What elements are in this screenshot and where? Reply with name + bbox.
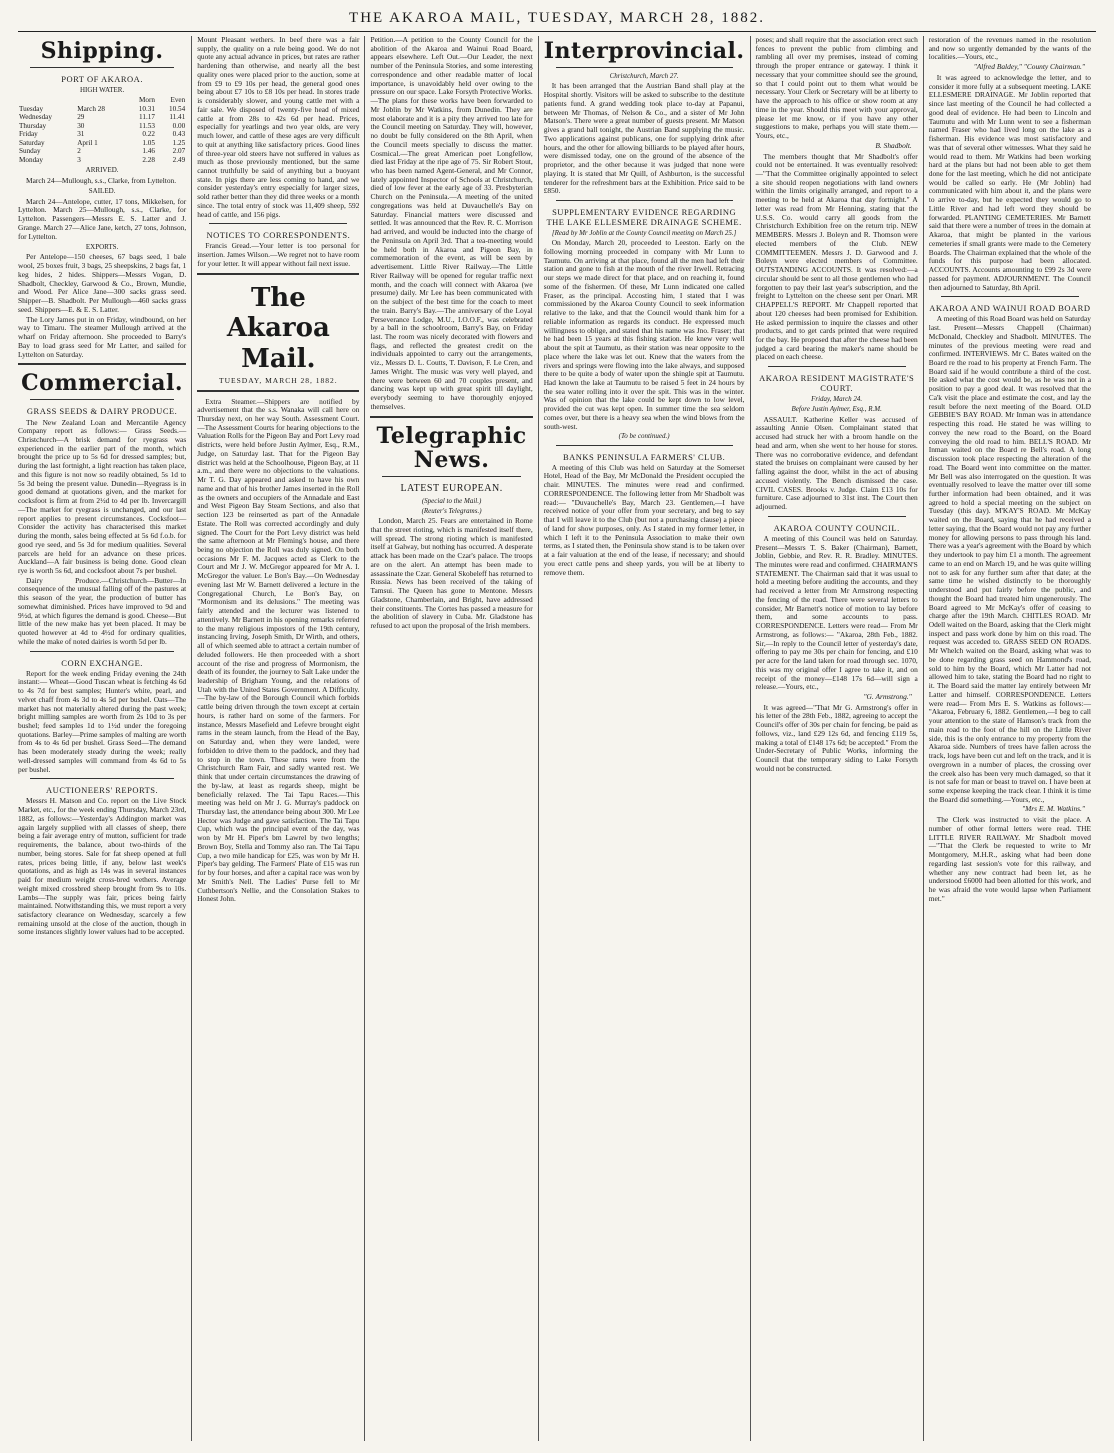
road-board-text-2: The Clerk was instructed to visit the place. A number of other formal letters were read. THE LITTLE RIVER RAILWAY. Mr Shadbolt moved—"That the Clerk be requested to write to Mr Montgomery, M.H.R., asking what had been done regarding last session's vote for this railway, and whether any new contract had been let, as he understood £6000 had been allotted for this work, and he was afraid the vote would lapse when Parliament met." <box>928 815 1091 903</box>
tide-table <box>18 96 186 164</box>
road-board-heading: AKAROA AND WAINUI ROAD BOARD <box>929 303 1091 314</box>
tide-date: 29 <box>77 113 85 122</box>
supplementary-text: On Monday, March 20, proceeded to Leeston. Early on the following morning proceeded in company with Mr Lunn to Taumutu. On arriving at that place, found all the men had left their station and gone to fish at the mouth of the river Irwell. Retracing our steps we made direct for that place, and on reaching it, found some of the fishermen. Of these, Mr Lunn indicated one called Fraser, as the principal. Accosting him, I stated that I was commissioned by the Akaroa County Council to seek information relative to the lake, and that the Council would thank him for a reliable information as regards its conduct. He expressed much willingness to oblige, and stated that his name was Jno. Fraser; that he had been 15 years at this fishing station. He knew very well about the spit at Taumutu, as their station was near opposite to the place where the lake was let out. Knew that the waters from the rivers and springs were flowing into the lake always, and supposed there to be quite a body of water upon the shingle spit at Taumutu. Had known the lake at Taumutu to be raised 5 feet in 24 hours by the sea water rolling into it over the spit. This was in the winter. Was of opinion that the lake could be kept down to low level, provided the cut was kept open. In summer time the sea seldom comes over, but there is a heavy sea when the wind blows from the south-west. <box>543 238 745 431</box>
column-4 <box>538 36 750 1441</box>
tide-morn: 2.28 <box>142 155 155 164</box>
tide-date: 31 <box>77 130 85 139</box>
tide-morn: 1.46 <box>142 147 155 156</box>
divider <box>30 778 174 779</box>
divider <box>197 390 359 394</box>
county-council-continued: restoration of the revenues named in the resolution and now so urgently demanded by the wants of the localities.—Yours, etc., <box>928 35 1091 62</box>
special-to-mail: (Special to the Mail.) <box>421 496 482 505</box>
tide-even: 0.43 <box>172 130 186 139</box>
lyttelton-text: The Lory James put in on Friday, windbound, on her way to Timaru. The steamer Mullough arrived at the wharf on Friday afternoon. She proceeded to Barry's Bay to load grass seed for Mr Latter, and sailed for Lyttelton on Saturday. <box>18 314 187 359</box>
port-heading: PORT OF AKAROA. <box>61 74 143 85</box>
divider <box>197 273 359 277</box>
tide-date: March 28 <box>77 104 105 113</box>
column-6 <box>923 36 1096 1441</box>
arrived-text: March 24—Mullough, s.s., Clarke, from Lyttelton. <box>26 175 177 185</box>
county-council-heading: AKAROA COUNTY COUNCIL. <box>773 522 900 533</box>
columns <box>18 36 1096 1441</box>
road-board-text: A meeting of this Road Board was held on Saturday last. Present—Messrs Chappell (Chairman) McDonald, Checkley and Shadbolt. MINUTES. The minutes of the previous meeting were read and confirmed. INTERVIEWS. Mr C. Bates waited on the Board re the road to his property at French Farm. The Board said if he would contribute a third of the cost. He asked what the cost would be, as he was not in a position to pay a good deal. It was resolved that the Ca'k visit the place and estimate the cost, and lay the result before the next meeting of the Board. OLD GEBBIE'S BAY ROAD. Mr Inman was in attendance respecting this road. He stated he was willing to convey the new road to the Board, on the Board conveying the old road to him. BELL'S ROAD. Mr Inman waited on the Board re Bell's road. A long discussion took place respecting the alteration of the road. The Board went into committee on the matter. Mr Bell was also interrogated on the question. It was eventually resolved to leave the matter over till some further information had been obtained, and it was agreed to hold a special meeting on the subject on Tuesday (this day). M'KAY'S ROAD. Mr McKay waited on the Board, saying that he had received a letter saying, that the Board would not pay any further money for allowing persons to pass through his land. There was a year's agreement with the Board by which they undertook to pay him £1 a month. The agreement came to an end on March 19, and he was quite willing not to ask for any further sum after that date; at the same time he wished distinctly to be thoroughly understood and put fairly before the public, and thought the Board had treated him ungenerously. The Board agreed to Mr McKay's offer of ceasing to charge after the 19th March. CHITLES ROAD. Mr Odell waited on the Board, asking that the Clerk might inspect and pass work done by him on this road. The request was acceded to. GRASS SEED ON ROADS. Mr Whelch waited on the Board, asking what was to be done regarding grass seed on Hammond's road, sold to him by the Board, which Mr Latter had not allowed him to take, stating the Board had no right to it. The Board said the matter lay entirely between Mr Latter and himself. CORRESPONDENCE. Letters were read— From Mrs E. S. Watkins as follows:— "Akaroa, February 6, 1882. Gentlemen,—I beg to call your attention to the state of Hamson's track from the main road to the foot of the hill on the Little River side, this is the only entrance to my property from the Akaroa side. Numbers of trees have fallen across the track, logs have been cut and left on the track, and it is overgrown in a number of places, the crossing over the creek also has been very much damaged, so that it is not safe for man or beast to travel on. I have been at some expense keeping the track clear. I think it is time the Board did something.—Yours, etc., <box>928 314 1091 804</box>
divider <box>370 416 532 420</box>
corn-exchange-text: Report for the week ending Friday evening the 24th instant:— Wheat—Good Tuscan wheat is fetching 4s 6d to 4s 7d for best samples; Hunter's white, pearl, and velvet chaff from 4s 3d to 4s 5d per bushel. Oats—The market has not materially altered during the past week; bright milling samples are worth from 2s 10d to 3s per bushel; feed samples 1d to 1½d under the foregoing quotations. Barley—Prime samples of malting are worth from 4s to 4s 6d per bushel. Grass Seed—The demand has been moderately steady during the week; really well-dressed samples will command from 4s 6d to 5s per bushel. <box>18 668 187 774</box>
masthead: THE AKAROA MAIL, TUESDAY, MARCH 28, 1882. <box>18 10 1096 32</box>
divider <box>30 651 174 652</box>
tide-date: April 1 <box>77 138 98 147</box>
tide-morn: 1.05 <box>142 138 155 147</box>
tide-day: Wednesday <box>19 113 52 122</box>
divider <box>382 476 520 477</box>
arrived-heading: ARRIVED. <box>85 166 119 175</box>
corn-exchange-heading: CORN EXCHANGE. <box>61 657 143 668</box>
exports-heading: EXPORTS. <box>85 243 119 252</box>
tide-even: 1.25 <box>172 138 186 147</box>
sailed-heading: SAILED. <box>88 187 116 196</box>
column-3 <box>364 36 537 1441</box>
divider <box>209 223 347 224</box>
supplementary-heading: SUPPLEMENTARY EVIDENCE REGARDING THE LAKE ELLESMERE DRAINAGE SCHEME. <box>546 206 742 227</box>
supplementary-subtitle: [Read by Mr Joblin at the County Council meeting on March 25.] <box>551 229 737 238</box>
farmers-club-text: A meeting of this Club was held on Saturday at the Somerset Hotel, Head of the Bay, Mr McDonald the President occupied the chair. MINUTES. The minutes were read and confirmed. CORRESPONDENCE. The following letter from Mr Shadbolt was read:— "Duvauchelle's Bay, March 23. Gentlemen,—I have received notice of your offer from your secretary, and beg to say that I will leave it to the Club (but not a purchasing clause) a piece of land for show purposes, only. As I stated in my former letter, in which I left it to the Peninsula Association to make their own terms, as I stated then, the Peninsula show stand is to be taken over at a fair valuation at the end of the lease, if necessary; and should you erect cattle pens and sheep yards, you will be at liberty to remove them. <box>543 462 745 577</box>
auctioneers-text: Messrs H. Matson and Co. report on the Live Stock Market, etc., for the week ending Thursday, March 23rd, 1882, as follows:—Yesterday's Addington market was again largely supplied with all classes of sheep, there being a fair average entry of mutton, sufficient for trade requirements, the balance, about two-thirds of the number, being stores. Sale for fat sheep opened at full rates, prices being little, if any, below last week's quotations, and as high as 14s was in several instances paid for medium weight cross-bred wethers. Average weight mixed crossbred sheep brought from 9s to 10s. Lambs—The supply was fair, prices being fairly maintained. Notwithstanding this, we must report a very satisfactory clearance on Wednesday, scarcely a few remaining unsold at the close of the auction, though in some instances slightly lower values had to be accepted. <box>18 796 187 937</box>
tide-morn: 0.22 <box>142 130 155 139</box>
paper-title: The Akaroa Mail. <box>226 282 330 374</box>
telegraphic-title: Telegraphic News. <box>376 422 527 473</box>
divider <box>30 67 174 68</box>
farmers-club-heading: BANKS PENINSULA FARMERS' CLUB. <box>562 451 726 462</box>
grass-seeds-text: The New Zealand Loan and Mercantile Agency Company report as follows:— Grass Seeds.—Christchurch—A brisk demand for ryegrass was experienced in the earlier part of the month, which brought the price up to 5s 6d for dressed samples; but, during the last fortnight, a light reaction has taken place, and this figure is not now so readily obtained, 5s 1d to 5s 3d being the present value. Dunedin—Ryegrass is in good demand at quotations given, and the market for cocksfoot is firm at from 2½d to 4d per lb. Invercargill—The market for ryegrass is unchanged, and our last report applies to present circumstances. Cocksfoot—Consider the activity has characterised this market during the month, sales being effected at 5s 6d f.o.b. for good rye seed, and 5s 3d for medium qualities. Several parcels are held for an advance on these prices. Auckland—A fair business is being done. Good clean rye is worth 5s 6d, and cocksfoot about 7s per bushel. <box>18 417 187 575</box>
latest-european-text: London, March 25. Fears are entertained in Rome that the street rioting, which is manifested itself there, will spread. The strong rioting which is manifested itself at Galway, but nothing has occurred. A desperate attack has been made on the Czar's palace. The troops are on the alert. An attempt has been made to assassinate the Czar. General Skobeleff has returned to Russia. News has been received of the taking of Tamsui. The Queen has gone to Mentone. Messrs Gladstone, Chamberlain, and Bright, have addressed their constituents. The Cortes has passed a measure for the abolition of slavery in Cuba. Mr. Gladstone has refused to act upon the proposal of the Irish members. <box>370 516 533 631</box>
to-be-continued: (To be continued.) <box>618 432 670 441</box>
latest-european-heading: LATEST EUROPEAN. <box>400 482 503 494</box>
notices-heading: NOTICES TO CORRESPONDENTS. <box>206 230 351 241</box>
table-row <box>18 130 186 138</box>
interprovincial-text: It has been arranged that the Austrian Band shall play at the Hospital shortly. Visitors will be asked to subscribe to the destitute patients fund. A grand wedding took place to-day at Papanui, between Mr Thomas, of Nelson & Co., and a sister of Mr John Matson's. There were a great number of guests present. Mr Matson gives a grand ball tonight, the Austrian Band supplying the music. Two applications against publicans, one for supplying drink after hours, and the other for allowing billiards to be played after hours, were dismissed today, one on the ground of the absence of the proprietor, and the other because it was judged that none were playing. It is stated that Mr Quill, of Ashburton, is the successful tenderer for the refreshment bars at the Exhibition. Price said to be £850. <box>543 81 745 196</box>
tide-even: 2.49 <box>172 155 186 164</box>
tide-even: 10.54 <box>169 104 186 113</box>
court-before: Before Justin Aylmer, Esq., R.M. <box>791 405 882 414</box>
divider <box>556 67 733 68</box>
signature: "Mrs E. M. Watkins." <box>1021 804 1085 814</box>
divider <box>768 516 906 517</box>
grass-seeds-heading: GRASS SEEDS & DAIRY PRODUCE. <box>26 406 178 417</box>
table-row <box>18 113 186 121</box>
county-council-text-3: It was agreed to acknowledge the letter, and to consider it more fully at a subsequent meeting. LAKE ELLESMERE DRAINAGE. Mr Joblin reported that since last meeting of the Council he had collected a good deal of evidence. He had been to Lincoln and Taumutu and with Mr Lunn went to see a fisherman named Fraser who had lived long on the lake as a fisherman. His evidence was most satisfactory and was that of several other witnesses. What they said he would read to them. Mr Watkins had been working hard at the plans but had not been able to get them done for the last meeting, which he did not anticipate would be called so early. He (Mr Joblin) had communicated with him about it, and the plans were to arrive to-day, but he expected they would go to Little River and had left word they should be forwarded. PLANTING CEMETERIES. Mr Barnett said that there were a number of trees in the domain at Akaroa, that might be planted in the various cemeteries if small grants were made to the Cemetery Boards. The Chairman explained that the whole of the funds for this purpose had been allocated. ACCOUNTS. Accounts amounting to £99 2s 3d were passed for payment. ADJOURNMENT. The Council then adjourned to Saturday, 8th April. <box>928 72 1091 292</box>
signature: B. Shadbolt. <box>875 140 912 150</box>
exports-text: Per Antelope—150 cheeses, 67 bags seed, 1 bale wool, 25 boxes fruit, 3 bags, 25 sheepskins, 2 bags fat, 1 keg hides, 2 hides. Shippers—Messrs Vogan, D. Shadbolt, Checkley, Garwood & Co., Brown, Mundie, and Wood. Per Alice Jane—300 sacks grass seed. Shipper—B. Shadbolt. Per Mullough—460 sacks grass seed. Shippers—E. & E. S. Latter. <box>18 252 187 314</box>
tide-day: Saturday <box>19 138 45 147</box>
notices-text: Francis Gread.—Your letter is too personal for insertion. James Wilson.—We regret not to have room for your letter. It will appear without fail next issue. <box>197 241 360 268</box>
commercial-title: Commercial. <box>21 370 184 397</box>
tide-day: Thursday <box>19 121 47 130</box>
tide-date: 2 <box>77 147 81 156</box>
tide-header-cell: Even <box>170 96 186 105</box>
divider <box>30 399 174 400</box>
column-5 <box>750 36 923 1441</box>
tide-header-cell <box>76 96 126 104</box>
divider <box>768 366 906 367</box>
table-row <box>18 122 186 130</box>
auctioneers-heading: AUCTIONEERS' REPORTS. <box>46 785 159 796</box>
tide-morn: 11.17 <box>139 113 155 122</box>
reuters-telegrams: (Reuter's Telegrams.) <box>421 507 482 515</box>
tide-day: Tuesday <box>19 104 44 113</box>
stock-report-continued: Mount Pleasant wethers. In beef there was a fair supply, the quality on a rule being good. We do not quote any actual advance in prices, but rates are rather hardening than otherwise, and nearly all the best quality ones were placed prior to the auction, some at from £9 to £9 10s per head, the general good ones being about £7 10s to £8 10s per head. In stores trade is considerably slower, and young cattle met with a fair sale. We disposed of twenty-five head of mixed cattle at from 28s to 42s 6d per head. Prices, especially for yearlings and two year olds, are very much lower, and cattle of these ages are very difficult to quit at anything like satisfactory prices. Good lines of three-year old steers have not suffered in values as much as those previously mentioned, but the same cannot truthfully be said of anything but a buoyant state. In pigs there are less coming to hand, and we consider yesterday's entry especially for larger sizes, sold rather better than they did three weeks or a month since. The total entry of stock was 11,409 sheep, 592 head of cattle, and 156 pigs. <box>197 35 360 219</box>
local-news-text: Extra Steamer.—Shippers are notified by advertisement that the s.s. Wanaka will call here on Thursday next, on her way South. Assessment Court.—The Assessment Courts for hearing objections to the Valuation Rolls for the Pigeon Bay and Port Levy road districts, were held before Justin Aylmer, Esq., R.M., Judge, on Saturday last. That for the Pigeon Bay district was held at the Schoolhouse, Pigeon Bay, at 11 a.m., and there were no objections to the valuations. Mr T. G. Day appeared and asked to have his own name and that of his brother James inserted in the Roll as the owners and occupiers of the Annadale and East and West Pigeon Bay Steam Sections, and also that section 123 be reinserted as part of the Annadale Estate. The Roll was corrected accordingly and duly signed. The Court for the Port Levy district was held the same afternoon at Mr Fleming's house, and there being no objection the Roll was duly signed. On both occasions Mr F. M. Jacques acted as Clerk to the Court and Mr J. W. McGregor appeared for Mr A. I. McGregor the valuer. Le Bon's Bay.—On Wednesday evening last Mr W. Barnett delivered a lecture in the Congregational Church, Le Bon's Bay, on "Mormonism and its delusions." The meeting was fairly attended and the lecturer was listened to attentively. Mr Barnett in his opening remarks referred to the many religious impostors of the 19th century, instancing Irving, Joseph Smith, Dr Wirth, and others, all of which seemed able to attract a certain number of deluded followers. He then proceeded with a short account of the rise and progress of Mormonism, the death of its founder, the journey to Salt Lake under the leadership of Brigham Young, and the relations of Utah with the United States Government. A Difficulty.—The by-law of the Borough Council which forbids cattle being driven through the town except at certain hours, is rather hard on some of the farmers. For instance, Messrs Masefield and Lefevre brought eight rams in the steam launch, from the Head of the Bay, on Saturday and, when they were landed, were forbidden to drive them to the paddock, and they had to stop in the town. These rams were from the Christchurch Ram Fair, and sadly wanted rest. We think that under certain circumstances the drawing of the by-law, at least as regards sheep, might be beneficially relaxed. The Tai Tapu Races.—This meeting was held on Mr J. G. Murray's paddock on Thursday last, the attendance being about 300. Mr Lee Hector was Judge and gave satisfaction. The Tai Tapu Cup, which was the principal event of the day, was won by Mr H. Piper's bm Lawrel by two lengths; Brown Boy, Stella and Tommy also ran. The Tai Tapu Cup, a two mile handicap for £25, was won by Mr H. Piper's bay gelding. The Farmers' Plate of £15 was run for by four horses, and after a capital race was won by Mr Smith's Nell. The Ladies' Purse fell to Mr Cuthbertson's Nellie, and the Consolation Stakes to Honest John. <box>197 396 360 904</box>
local-news-continued: Petition.—A petition to the County Council for the abolition of the Akaroa and Wainui Road Board, appears elsewhere. Left Out.—Our Leader, the next number of the Peninsula Stories, and some interesting correspondence and other readable matter of local importance, is unavoidably held over owing to the pressure on our space. Lake Forsyth Protective Works.—The plans for these works have been forwarded to Mr Joblin by Mr Watkins, from Dunedin. They are most elaborate and it is a pity they arrived too late for the Council meeting on Saturday. They will, however, no doubt be fully considered on the 8th April, when the Council meets specially to discuss the matter. Cosmical.—The great American poet Longfellow, died last Friday at the ripe age of 75. Sir Robert Stout, who has been named Agent-General, and Mr Connor, lately appointed Inspector of Schools at Christchurch, died of low fever at the early age of 33. Presbyterian Church on the Peninsula.—A meeting of the united congregations was held at Duvauchelle's Bay on Saturday. Financial matters were discussed and settled. It was announced that the Rev. R. C. Morrison had arrived, and would be inducted into the charge of the Peninsula on April 3rd. That a tea-meeting would be held both in Akaroa and Pigeon Bay, in commemoration of the event, as will be seen by advertisement. Little River Railway.—The Little River Railway will be opened for regular traffic next month, and the coach will connect with Akaroa (we presume) daily. Mr Lee has been communicated with on the subject of the best time for the coach to meet the train. Barry's Bay.—The anniversary of the Loyal Perseverance Lodge, M.U., I.O.O.F., was celebrated by a ball in the schoolroom, Barry's Bay, on Friday last. The room was nicely decorated with flowers and flags, and reflected the greatest credit on the individuals appointed to carry out the arrangements, viz., Messrs D. L. Coutts, T. Davison, F. Le Cren, and James Wright. The music was very well played, and there were between 60 and 70 couples present, and dancing was kept up with great spirit till daylight, everybody seeming to have thoroughly enjoyed themselves. <box>370 35 533 411</box>
column-2 <box>191 36 364 1441</box>
sailed-text: March 24—Antelope, cutter, 17 tons, Mikkelsen, for Lyttelton. March 25—Mullough, s.s., Clarke, for Lyttelton. Passengers—Messrs E. S. Latter and J. Grange. March 27—Alice Jane, ketch, 27 tons, Johnson, for Lyttelton. <box>18 196 187 241</box>
farmers-club-continued: poses; and shall require that the association erect such fences to prevent the public from climbing and rambling all over my premises, instead of coming through the proper entrance or gateway. I think it necessary that your committee should see the ground, so that I could point out to them what would be necessary. Your Clerk or Secretary will be at liberty to have the approach to his office or show room at any time in the year. Should this meet with your approval, please let me know, or if you have any other suggestions to make, perhaps you will state them.—Yours, etc., <box>755 35 918 141</box>
county-council-text-2: It was agreed—"That Mr G. Armstrong's offer in his letter of the 28th Feb., 1882, agreeing to accept the Council's offer of 30s per chain for fencing, be paid as follows, viz., land £29 12s 6d, and fencing £119 5s, making a total of £148 17s 6d; be accepted." From the Under-Secretary of Public Works, informing the Council that the temporary siding to Lake Forsyth would not be constructed. <box>755 702 918 773</box>
divider <box>941 296 1079 297</box>
divider <box>18 363 186 367</box>
table-row <box>18 105 186 113</box>
tide-day: Monday <box>19 155 43 164</box>
christchurch-dateline: Christchurch, March 27. <box>609 72 679 81</box>
court-text: ASSAULT. Katherine Keller was accused of assaulting Annie Olsen. Complainant stated that accused had struck her with a broom handle on the head and arm, when she went to her house for stores. There was no corroborative evidence, and defendant stated the bruises on complainant were caused by her falling against the door, whilst in the act of abusing accused violently. The Bench dismissed the case. CIVIL CASES. Brooks v. Judge. Claim £13 10s for furniture. Case adjourned to 31st inst. The Court then adjourned. <box>755 414 918 512</box>
tide-morn: 11.53 <box>139 121 155 130</box>
tide-morn: 10.31 <box>138 104 155 113</box>
tide-day: Friday <box>19 130 38 139</box>
divider <box>556 445 733 446</box>
county-council-text: A meeting of this Council was held on Saturday. Present—Messrs T. S. Baker (Chairman), Barnett, Joblin, Gebbie, and Rev. R. R. Bradley. MINUTES. The minutes were read and confirmed. CHAIRMAN'S STATEMENT. The Chairman said that it was usual to hold a meeting before auditing the accounts, and they had received a letter from Mr Armstrong respecting the fencing of the road. There were several letters to consider, Mr Barnett's notice of motion to lay before them, and some accounts to pass. CORRESPONDENCE. Letters were read— From Mr Armstrong, as follows:— "Akaroa, 28th Feb., 1882. Sir,—In reply to the Council letter of yesterday's date, offering to pay me 30s per chain for fencing, and £10 per acre for the land taken for road through sec. 1070, this was my original offer I agree to take it, and on receipt of the money—£148 17s 6d—will sign a release.—Yours, etc., <box>755 533 918 692</box>
divider <box>556 200 733 201</box>
farmers-club-text-2: The members thought that Mr Shadbolt's offer could not be entertained. It was eventually resolved:—"That the Committee originally appointed to select a site should reopen negotiations with land owners within the limits originally arranged, and report to a meeting to be held at Akaroa that day fortnight." A letter was read from Mr Henning, stating that the U.S.S. Co. would carry all goods from the Christchurch Exhibition free on the return trip. NEW MEMBERS. Messrs J. Boleyn and R. Thomson were elected members of the Club. NEW COMMITTEEMEN. Messrs J. D. Garwood and J. Boleyn were elected members of Committee. OUTSTANDING ACCOUNTS. It was resolved:—a circular should be sent to all those gentlemen who had forgotten to pay their last year's subscription, and the freight to Lyttelton on the cheese sent per Onari. MR CHAPPELL'S REPORT. Mr Chappell reported that about 120 cheeses had been promised for Exhibition. He asked permission to inquire the classes and other products, and to get cards printed that were required for the bay. He proposed that after the cheese had been judged a card bearing the maker's name should be placed on each cheese. <box>755 151 918 362</box>
tide-day: Sunday <box>19 147 41 156</box>
high-water-heading: HIGH WATER. <box>80 86 125 95</box>
table-row <box>18 139 186 147</box>
tide-table-header <box>18 96 186 104</box>
tide-header-cell: Morn <box>138 96 155 105</box>
tide-header-cell <box>18 96 76 104</box>
tide-date: 30 <box>77 121 85 130</box>
shipping-title: Shipping. <box>40 38 164 64</box>
interprovincial-title: Interprovincial. <box>543 38 745 64</box>
tide-even: 11.41 <box>169 113 186 122</box>
court-date: Friday, March 24. <box>811 395 863 404</box>
magistrates-court-heading: AKAROA RESIDENT MAGISTRATE'S COURT. <box>759 373 915 394</box>
tide-even: 0.00 <box>172 121 186 130</box>
signature: "G. Armstrong." <box>863 692 912 702</box>
paper-date: TUESDAY, MARCH 28, 1882. <box>219 375 338 385</box>
table-row <box>18 147 186 155</box>
table-row <box>18 156 186 164</box>
column-1 <box>18 36 191 1441</box>
tide-date: 3 <box>77 155 81 164</box>
signature: "Alfred Baldey," "County Chairman." <box>973 62 1085 72</box>
tide-even: 2.07 <box>172 147 186 156</box>
dairy-text: Dairy Produce.—Christchurch—Butter—In consequence of the unusual falling off of the pastures at this season of the year, the production of butter has somewhat diminished. Prices have improved to 9d and 9½d, at which figures the demand is good. Cheese—But little of the new make has yet been placed. It may be quoted however at 4d to 4½d for ordinary qualities, while the make of noted dairies is worth 5d per lb. <box>18 575 187 646</box>
